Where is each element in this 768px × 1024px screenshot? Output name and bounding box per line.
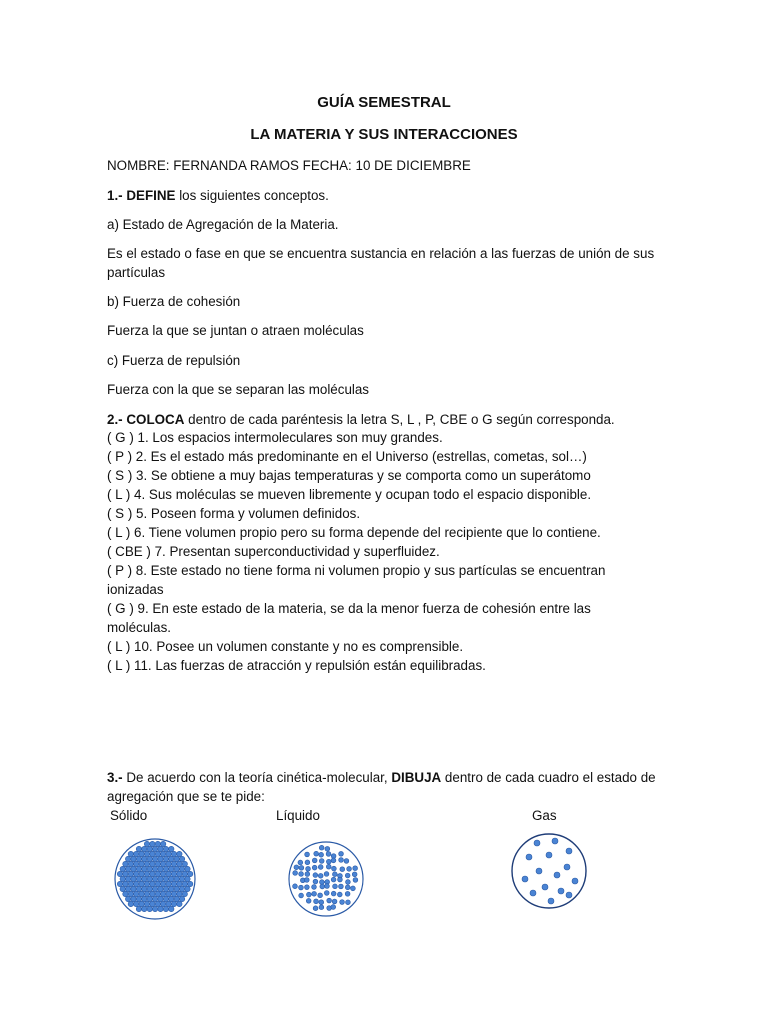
liquid-particle: [318, 873, 323, 878]
liquid-particle: [345, 885, 350, 890]
liquid-particle: [332, 899, 337, 904]
solid-particle: [174, 856, 179, 861]
solid-particle: [128, 881, 133, 886]
solid-particle: [125, 866, 130, 871]
solid-particle: [161, 841, 166, 846]
solid-particle: [123, 861, 128, 866]
liquid-particle: [299, 865, 304, 870]
solid-particle: [128, 901, 133, 906]
solid-particle: [123, 891, 128, 896]
solid-particle: [134, 861, 139, 866]
solid-particle: [134, 891, 139, 896]
solid-particle: [171, 861, 176, 866]
answer-b: Fuerza la que se juntan o atraen moléculas: [107, 323, 364, 338]
section3-number: 3.-: [107, 770, 123, 785]
solid-particle: [142, 846, 147, 851]
solid-particle: [139, 891, 144, 896]
list-item: ( L ) 10. Posee un volumen constante y no es comprensible.: [107, 639, 464, 654]
gas-particles-diagram: [509, 831, 589, 911]
solid-particle: [163, 846, 168, 851]
section1-instruction: los siguientes conceptos.: [175, 188, 329, 203]
solid-particle: [152, 876, 157, 881]
liquid-particle: [353, 878, 358, 883]
gas-particle: [534, 840, 540, 846]
liquid-particle: [319, 900, 324, 905]
liquid-particle: [319, 852, 324, 857]
solid-particle: [139, 861, 144, 866]
solid-particle: [179, 886, 184, 891]
solid-particle: [171, 891, 176, 896]
solid-particle: [139, 901, 144, 906]
solid-particle: [152, 896, 157, 901]
gas-particle: [546, 852, 552, 858]
liquid-particle: [306, 898, 311, 903]
solid-particle: [147, 876, 152, 881]
gas-container-circle: [512, 834, 586, 908]
solid-particle: [125, 876, 130, 881]
solid-particle: [161, 851, 166, 856]
gas-particle: [564, 864, 570, 870]
liquid-particle: [325, 846, 330, 851]
solid-particle: [158, 906, 163, 911]
solid-particle: [131, 886, 136, 891]
liquid-particle: [304, 885, 309, 890]
solid-particle: [169, 856, 174, 861]
solid-particle: [136, 846, 141, 851]
solid-particle: [177, 851, 182, 856]
solid-particle: [188, 881, 193, 886]
list-item: ( S ) 3. Se obtiene a muy bajas temperaturas y se comporta como un superátomo: [107, 468, 591, 483]
gas-particle: [530, 890, 536, 896]
solid-particle: [139, 851, 144, 856]
solid-particle: [131, 896, 136, 901]
list-item-continuation: moléculas.: [107, 620, 172, 635]
solid-particle: [152, 906, 157, 911]
solid-particle: [131, 856, 136, 861]
solid-particle: [158, 856, 163, 861]
solid-particle: [155, 901, 160, 906]
liquid-particle: [312, 885, 317, 890]
solid-particle: [158, 846, 163, 851]
liquid-particle: [324, 891, 329, 896]
solid-particle: [161, 881, 166, 886]
section3-heading: [107, 769, 656, 787]
solid-particle: [144, 841, 149, 846]
liquid-particle: [332, 872, 337, 877]
gas-particle: [566, 892, 572, 898]
solid-particle: [147, 846, 152, 851]
solid-particle: [169, 876, 174, 881]
solid-particle: [179, 876, 184, 881]
section2-instruction: dentro de cada paréntesis la letra S, L , P, CBE o G según corresponda.: [184, 412, 615, 427]
solid-particle: [150, 861, 155, 866]
solid-particle: [169, 886, 174, 891]
liquid-particle: [326, 859, 331, 864]
section3-instruction-pre: De acuerdo con la teoría cinética-molecular,: [122, 770, 392, 785]
solid-particle: [188, 871, 193, 876]
solid-particle: [152, 886, 157, 891]
section2-keyword: COLOCA: [126, 412, 185, 427]
gas-particle: [558, 888, 564, 894]
list-item-continuation: ionizadas: [107, 582, 164, 597]
solid-particle: [185, 866, 190, 871]
list-item: ( CBE ) 7. Presentan superconductividad y superfluidez.: [107, 544, 440, 559]
liquid-particle: [346, 900, 351, 905]
liquid-particle: [345, 873, 350, 878]
gas-particle: [572, 878, 578, 884]
solid-particle: [150, 841, 155, 846]
section3-instruction-post: dentro de cada cuadro el estado de: [441, 770, 656, 785]
solid-particle: [177, 881, 182, 886]
solid-particle: [144, 851, 149, 856]
solid-particle: [166, 851, 171, 856]
solid-particle: [139, 871, 144, 876]
solid-particle: [120, 876, 125, 881]
solid-particle: [177, 891, 182, 896]
solid-particle: [169, 896, 174, 901]
list-item: ( G ) 9. En este estado de la materia, se da la menor fuerza de cohesión entre las: [107, 601, 591, 616]
liquid-particle: [314, 899, 319, 904]
liquid-particle: [340, 867, 345, 872]
solid-particle: [166, 881, 171, 886]
section3-keyword: DIBUJA: [391, 770, 442, 785]
solid-particle: [171, 901, 176, 906]
solid-particle: [155, 871, 160, 876]
solid-particle: [152, 846, 157, 851]
list-item: ( P ) 8. Este estado no tiene forma ni volumen propio y sus partículas se encuentran: [107, 563, 606, 578]
solid-particle: [155, 861, 160, 866]
section2-heading: [107, 411, 615, 429]
liquid-particle: [312, 858, 317, 863]
liquid-particle: [319, 905, 324, 910]
question-c: c) Fuerza de repulsión: [107, 353, 241, 368]
liquid-particle: [319, 880, 324, 885]
solid-particle: [158, 866, 163, 871]
solid-particle: [128, 891, 133, 896]
solid-particle: [142, 886, 147, 891]
liquid-particle: [340, 900, 345, 905]
solid-particle: [123, 881, 128, 886]
solid-particle: [179, 896, 184, 901]
solid-particle: [163, 906, 168, 911]
solid-particle: [147, 856, 152, 861]
liquid-particle: [345, 891, 350, 896]
section3-heading-line2: agregación que se te pide:: [107, 789, 265, 804]
solid-particle: [142, 866, 147, 871]
solid-particle: [158, 896, 163, 901]
gas-particle: [522, 876, 528, 882]
liquid-particle: [318, 893, 323, 898]
solid-particle: [171, 851, 176, 856]
list-item: ( L ) 6. Tiene volumen propio pero su forma depende del recipiente que lo contiene.: [107, 525, 601, 540]
liquid-particle: [305, 852, 310, 857]
liquid-particle: [320, 884, 325, 889]
solid-particle: [134, 871, 139, 876]
answer-c: Fuerza con la que se separan las moléculas: [107, 382, 370, 397]
solid-particle: [166, 891, 171, 896]
solid-particle: [136, 876, 141, 881]
liquid-particle: [313, 879, 318, 884]
liquid-particle: [318, 865, 323, 870]
liquid-particle: [339, 884, 344, 889]
solid-particle: [177, 861, 182, 866]
liquid-particle: [306, 866, 311, 871]
liquid-particle: [319, 859, 324, 864]
question-b: b) Fuerza de cohesión: [107, 294, 241, 309]
solid-particle: [174, 866, 179, 871]
solid-particle: [142, 856, 147, 861]
solid-particle: [177, 901, 182, 906]
solid-particle: [120, 866, 125, 871]
solid-particle: [166, 901, 171, 906]
solid-particle: [147, 896, 152, 901]
solid-particle: [185, 876, 190, 881]
solid-particle: [134, 901, 139, 906]
liquid-particles-diagram: [287, 838, 365, 920]
liquid-particle: [319, 845, 324, 850]
solid-particle: [117, 881, 122, 886]
solid-particle: [136, 896, 141, 901]
solid-particle: [161, 871, 166, 876]
solid-particle: [155, 891, 160, 896]
liquid-particle: [339, 851, 344, 856]
liquid-particle: [331, 891, 336, 896]
liquid-particle: [306, 892, 311, 897]
liquid-particle: [293, 884, 298, 889]
solid-particle: [166, 871, 171, 876]
liquid-particle: [305, 872, 310, 877]
answer-a-line1: Es el estado o fase en que se encuentra sustancia en relación a las fuerzas de unión de sus: [107, 246, 655, 261]
section1-number: 1.-: [107, 188, 123, 203]
liquid-particle: [351, 886, 356, 891]
solid-particle: [161, 901, 166, 906]
solid-particle: [163, 896, 168, 901]
solid-particle: [174, 896, 179, 901]
solid-particle: [179, 866, 184, 871]
liquid-particle: [324, 872, 329, 877]
solid-particles-diagram: [112, 836, 198, 922]
liquid-particle: [304, 878, 309, 883]
solid-particle: [117, 871, 122, 876]
solid-particle: [150, 871, 155, 876]
solid-particle: [142, 906, 147, 911]
liquid-particle: [299, 893, 304, 898]
liquid-particle: [344, 859, 349, 864]
solid-particle: [147, 866, 152, 871]
liquid-particle: [299, 872, 304, 877]
solid-particle: [182, 891, 187, 896]
solid-particle: [158, 886, 163, 891]
solid-particle: [155, 881, 160, 886]
solid-particle: [144, 861, 149, 866]
page-subtitle: LA MATERIA Y SUS INTERACCIONES: [250, 126, 518, 143]
solid-particle: [161, 861, 166, 866]
liquid-particle: [312, 865, 317, 870]
list-item: ( G ) 1. Los espacios intermoleculares son muy grandes.: [107, 430, 443, 445]
solid-particle: [171, 881, 176, 886]
list-item: ( L ) 11. Las fuerzas de atracción y repulsión están equilibradas.: [107, 658, 486, 673]
liquid-particle: [331, 905, 336, 910]
solid-particle: [144, 901, 149, 906]
solid-particle: [179, 856, 184, 861]
liquid-particle: [331, 858, 336, 863]
gas-particle: [566, 848, 572, 854]
liquid-particle: [298, 860, 303, 865]
liquid-particle: [331, 877, 336, 882]
solid-particle: [182, 871, 187, 876]
solid-particle: [177, 871, 182, 876]
solid-particle: [134, 851, 139, 856]
solid-particle: [150, 891, 155, 896]
solid-particle: [131, 876, 136, 881]
solid-particle: [155, 841, 160, 846]
liquid-particle: [332, 866, 337, 871]
liquid-particle: [325, 884, 330, 889]
section1-keyword: DEFINE: [126, 188, 176, 203]
solid-particle: [147, 906, 152, 911]
section2-number: 2.-: [107, 412, 123, 427]
gas-label: Gas: [532, 808, 557, 823]
gas-particle: [536, 868, 542, 874]
liquid-particle: [347, 866, 352, 871]
solid-particle: [136, 856, 141, 861]
solid-particle: [147, 886, 152, 891]
liquid-label: Líquido: [276, 808, 320, 823]
solid-particle: [128, 861, 133, 866]
solid-particle: [152, 866, 157, 871]
solid-particle: [161, 891, 166, 896]
solid-particle: [144, 881, 149, 886]
solid-particle: [128, 871, 133, 876]
solid-particle: [163, 866, 168, 871]
solid-particle: [125, 886, 130, 891]
gas-particle: [526, 854, 532, 860]
question-a: a) Estado de Agregación de la Materia.: [107, 217, 339, 232]
liquid-particle: [337, 892, 342, 897]
page-title: GUÍA SEMESTRAL: [317, 94, 451, 111]
solid-particle: [142, 876, 147, 881]
solid-particle: [166, 861, 171, 866]
liquid-particle: [346, 880, 351, 885]
solid-particle: [163, 876, 168, 881]
gas-particle: [542, 884, 548, 890]
liquid-particle: [305, 860, 310, 865]
solid-particle: [185, 886, 190, 891]
list-item: ( L ) 4. Sus moléculas se mueven libremente y ocupan todo el espacio disponible.: [107, 487, 592, 502]
solid-particle: [136, 906, 141, 911]
solid-particle: [131, 866, 136, 871]
liquid-particle: [339, 858, 344, 863]
gas-particle: [552, 838, 558, 844]
liquid-particle: [338, 877, 343, 882]
solid-particle: [158, 876, 163, 881]
solid-particle: [152, 856, 157, 861]
liquid-particle: [326, 864, 331, 869]
solid-particle: [174, 876, 179, 881]
liquid-particle: [293, 871, 298, 876]
solid-particle: [125, 896, 130, 901]
liquid-particle: [327, 898, 332, 903]
liquid-particle: [352, 872, 357, 877]
solid-particle: [169, 846, 174, 851]
solid-particle: [139, 881, 144, 886]
solid-particle: [169, 866, 174, 871]
list-item: ( P ) 2. Es el estado más predominante en el Universo (estrellas, cometas, sol…): [107, 449, 587, 464]
solid-particle: [171, 871, 176, 876]
solid-particle: [169, 906, 174, 911]
solid-particle: [120, 886, 125, 891]
solid-label: Sólido: [110, 808, 148, 823]
liquid-particle: [299, 885, 304, 890]
solid-particle: [150, 901, 155, 906]
solid-particle: [136, 866, 141, 871]
liquid-particle: [333, 884, 338, 889]
student-info-line: NOMBRE: FERNANDA RAMOS FECHA: 10 DE DICIEMBRE: [107, 158, 471, 173]
solid-particle: [155, 851, 160, 856]
liquid-particle: [313, 873, 318, 878]
solid-particle: [182, 861, 187, 866]
solid-particle: [182, 881, 187, 886]
solid-particle: [174, 886, 179, 891]
list-item: ( S ) 5. Poseen forma y volumen definidos.: [107, 506, 361, 521]
solid-particle: [144, 891, 149, 896]
solid-particle: [125, 856, 130, 861]
liquid-particle: [313, 906, 318, 911]
liquid-particle: [314, 851, 319, 856]
solid-particle: [128, 851, 133, 856]
section1-heading: [107, 187, 329, 205]
solid-particle: [150, 881, 155, 886]
gas-particle: [554, 872, 560, 878]
solid-particle: [163, 886, 168, 891]
liquid-particle: [294, 865, 299, 870]
solid-particle: [163, 856, 168, 861]
solid-particle: [136, 886, 141, 891]
solid-particle: [150, 851, 155, 856]
solid-particle: [123, 871, 128, 876]
answer-a-line2: partículas: [107, 265, 166, 280]
solid-particle: [142, 896, 147, 901]
gas-particle: [548, 898, 554, 904]
liquid-particle: [312, 891, 317, 896]
solid-particle: [144, 871, 149, 876]
solid-particle: [134, 881, 139, 886]
liquid-particle: [353, 866, 358, 871]
liquid-particle: [326, 852, 331, 857]
